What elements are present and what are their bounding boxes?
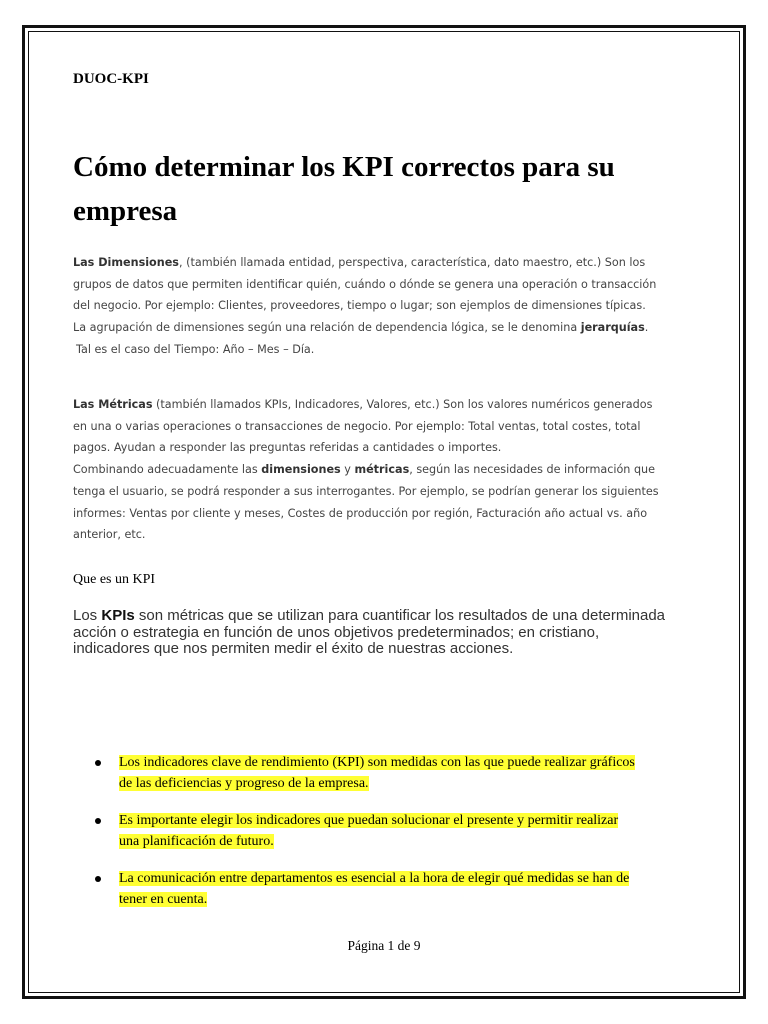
highlighted-text: una planificación de futuro. — [119, 834, 274, 849]
highlighted-text: de las deficiencias y progreso de la empresa. — [119, 776, 369, 791]
dimensions-line1: , (también llamada entidad, perspectiva, característica, dato maestro, etc.) Son los — [178, 256, 646, 269]
metrics-line6: informes: Ventas por cliente y meses, Costes de producción por región, Facturación año actual vs. año — [73, 506, 648, 520]
dimensions-line5: Tal es el caso del Tiempo: Año – Mes – Día. — [76, 342, 315, 356]
metrics-paragraph — [73, 394, 703, 546]
list-item — [93, 868, 708, 910]
page-number-footer: Página 1 de 9 — [347, 938, 421, 953]
highlighted-text: tener en cuenta. — [119, 892, 208, 907]
dimensions-paragraph — [73, 252, 703, 361]
dimensiones-term: dimensiones — [261, 463, 341, 477]
highlighted-text: La comunicación entre departamentos es esencial a la hora de elegir qué medidas se han de — [119, 871, 630, 886]
dimensions-line2: grupos de datos que permiten identificar quién, cuándo o dónde se genera una operación o transacción — [73, 277, 657, 291]
list-item — [93, 810, 708, 852]
metricas-term: métricas — [354, 463, 410, 477]
kpi-bullet-list — [93, 752, 708, 926]
kpi-def-line2: acción o estrategia en función de unos objetivos predeterminados; en cristiano, — [73, 623, 600, 641]
dimensions-line4-end: . — [644, 321, 649, 335]
kpi-definition — [73, 608, 713, 658]
bullet-icon — [95, 760, 101, 766]
dimensions-line3: del negocio. Por ejemplo: Clientes, proveedores, tiempo o lugar; son ejemplos de dimensiones típicas. — [73, 299, 646, 313]
bullet-icon — [95, 876, 101, 882]
metrics-line4: Combinando adecuadamente las — [73, 463, 262, 477]
metrics-line7: anterior, etc. — [73, 528, 146, 542]
jerarquias-term: jerarquías — [580, 321, 645, 335]
metrics-line5: tenga el usuario, se podrá responder a sus interrogantes. Por ejemplo, se podrían generar los siguientes — [73, 484, 659, 498]
metrics-term: Las Métricas — [73, 398, 153, 411]
kpi-subheading: Que es un KPI — [73, 572, 156, 587]
kpi-def-pre: Los — [73, 607, 102, 624]
highlighted-text: Los indicadores clave de rendimiento (KPI) son medidas con las que puede realizar gráficos — [119, 755, 635, 770]
metrics-line3: pagos. Ayudan a responder las preguntas referidas a cantidades o importes. — [73, 441, 502, 455]
metrics-line1: (también llamados KPIs, Indicadores, Valores, etc.) Son los valores numéricos generados — [152, 398, 653, 411]
highlighted-text: Es importante elegir los indicadores que puedan solucionar el presente y permitir realizar — [119, 813, 619, 828]
kpi-def-line1: son métricas que se utilizan para cuantificar los resultados de una determinada — [134, 607, 666, 624]
dimensions-line4: La agrupación de dimensiones según una relación de dependencia lógica, se le denomina — [73, 321, 581, 335]
list-item — [93, 752, 708, 794]
metrics-line4-end: , según las necesidades de información que — [409, 463, 656, 477]
dimensions-term: Las Dimensiones — [73, 256, 179, 269]
page-title: Cómo determinar los KPI correctos para su empresa — [73, 151, 615, 227]
bullet-icon — [95, 818, 101, 824]
metrics-line2: en una o varias operaciones o transacciones de negocio. Por ejemplo: Total ventas, total costes, total — [73, 419, 641, 433]
metrics-line4-mid: y — [340, 463, 355, 477]
document-header: DUOC-KPI — [73, 71, 149, 87]
kpis-term: KPIs — [101, 607, 135, 624]
kpi-def-line3: indicadores que nos permiten medir el éxito de nuestras acciones. — [73, 640, 514, 657]
